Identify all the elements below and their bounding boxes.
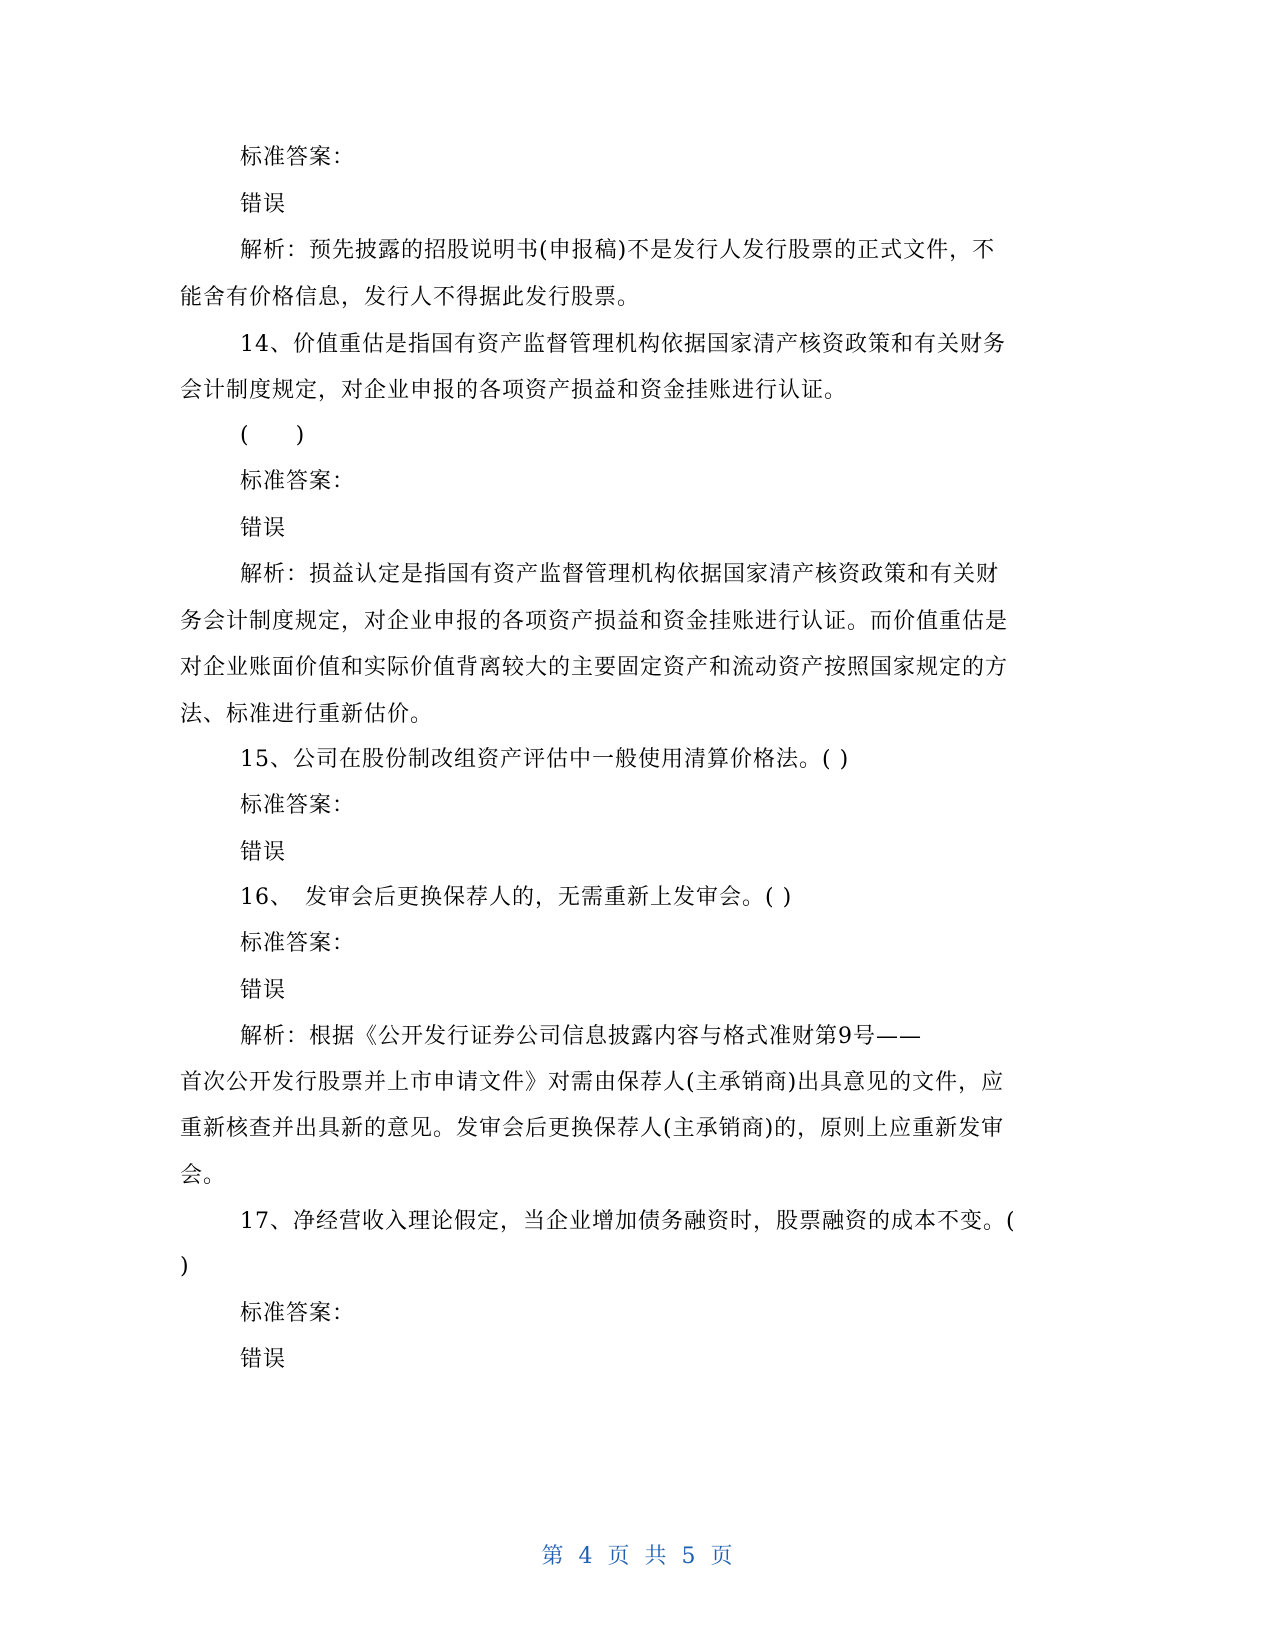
text-line: 会计制度规定，对企业申报的各项资产损益和资金挂账进行认证。 (180, 378, 848, 403)
text-line: 解析：预先披露的招股说明书(申报稿)不是发行人发行股票的正式文件，不 (240, 238, 996, 263)
text-line: 错误 (240, 516, 287, 541)
text-line: 重新核查并出具新的意见。发审会后更换保荐人(主承销商)的，原则上应重新发审 (180, 1116, 1005, 1141)
text-line: 解析：根据《公开发行证券公司信息披露内容与格式准财第9号—— (240, 1024, 922, 1049)
text-line: 能舍有价格信息，发行人不得据此发行股票。 (180, 285, 641, 310)
text-line: 标准答案： (240, 145, 356, 170)
text-line: 标准答案： (240, 793, 356, 818)
text-line: 标准答案： (240, 469, 356, 494)
text-line: 务会计制度规定，对企业申报的各项资产损益和资金挂账进行认证。而价值重估是 (180, 609, 1009, 634)
text-line: 对企业账面价值和实际价值背离较大的主要固定资产和流动资产按照国家规定的方 (180, 655, 1009, 680)
text-line: 标准答案： (240, 1301, 356, 1326)
text-line: 标准答案： (240, 931, 356, 956)
text-line: 错误 (240, 192, 287, 217)
text-line: 错误 (240, 1347, 287, 1372)
text-line: 17、净经营收入理论假定，当企业增加债务融资时，股票融资的成本不变。( (240, 1209, 1016, 1234)
text-line: ( ) (240, 423, 306, 448)
text-line: 首次公开发行股票并上市申请文件》对需由保荐人(主承销商)出具意见的文件，应 (180, 1070, 1005, 1095)
text-line: 15、公司在股份制改组资产评估中一般使用清算价格法。( ) (240, 747, 850, 772)
text-line: 14、价值重估是指国有资产监督管理机构依据国家清产核资政策和有关财务 (240, 332, 1006, 357)
text-line: 16、 发审会后更换保荐人的，无需重新上发审会。( ) (240, 885, 793, 910)
page-number-footer: 第 4 页 共 5 页 (541, 1544, 734, 1569)
text-line: 错误 (240, 978, 287, 1003)
text-line: ) (180, 1254, 190, 1279)
text-line: 错误 (240, 840, 287, 865)
text-line: 解析：损益认定是指国有资产监督管理机构依据国家清产核资政策和有关财 (240, 562, 1000, 587)
text-line: 法、标准进行重新估价。 (180, 702, 434, 727)
text-line: 会。 (180, 1163, 227, 1188)
